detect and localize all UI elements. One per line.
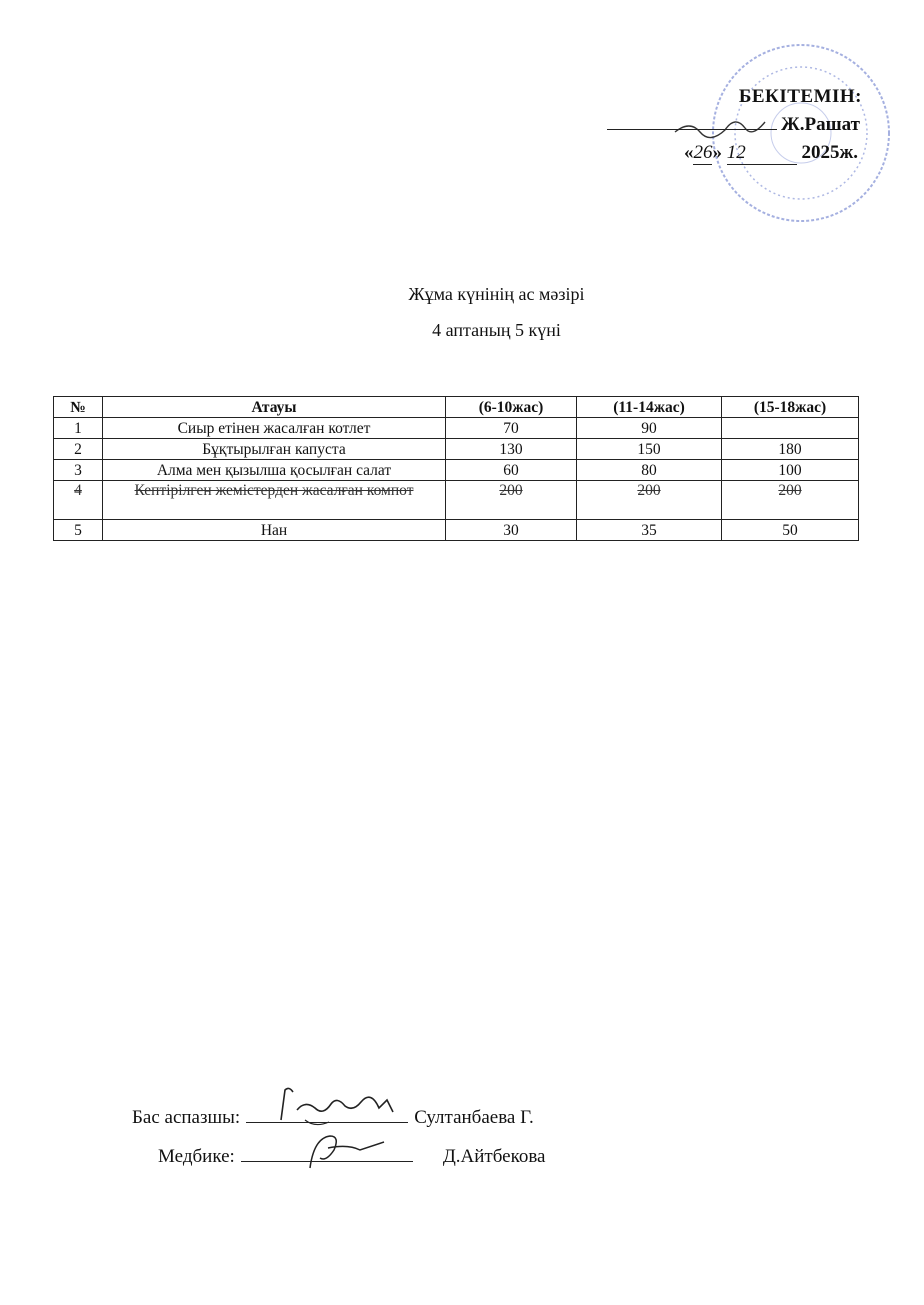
row-number: 4 (54, 481, 103, 520)
row-name: Сиыр етінен жасалған котлет (103, 418, 446, 439)
approval-date (684, 142, 858, 165)
row-value-11-14: 90 (577, 418, 722, 439)
row-number: 1 (54, 418, 103, 439)
approval-signature-line (607, 129, 777, 130)
header-age-11-14: (11-14жас) (577, 397, 722, 418)
table-row (54, 520, 859, 541)
row-value-6-10: 200 (446, 481, 577, 520)
row-number: 3 (54, 460, 103, 481)
menu-table (53, 396, 859, 541)
row-value-15-18: 180 (722, 439, 859, 460)
row-name: Бұқтырылған капуста (103, 439, 446, 460)
nurse-signature-icon (300, 1128, 390, 1173)
nurse-label: Медбике: (158, 1146, 235, 1167)
row-value-6-10: 30 (446, 520, 577, 541)
date-month: 12 (727, 142, 797, 165)
date-open-quote: « (683, 142, 694, 163)
row-value-11-14: 80 (577, 460, 722, 481)
nurse-name: Д.Айтбекова (442, 1146, 546, 1167)
row-value-6-10: 70 (446, 418, 577, 439)
table-row (54, 418, 859, 439)
approval-heading: БЕКІТЕМІН: (738, 86, 862, 107)
approval-block (600, 80, 870, 180)
date-close-quote: » (712, 142, 722, 163)
date-day: 26 (693, 142, 713, 163)
row-name: Алма мен қызылша қосылған салат (103, 460, 446, 481)
chef-label: Бас аспазшы: (132, 1107, 241, 1128)
table-row (54, 439, 859, 460)
approval-name: Ж.Рашат (780, 114, 860, 135)
row-value-11-14: 200 (577, 481, 722, 520)
row-value-11-14: 150 (577, 439, 722, 460)
chef-signature-icon (275, 1082, 405, 1132)
header-number: № (54, 397, 103, 418)
date-year: 2025ж. (801, 142, 858, 163)
page-subtitle: 4 аптаның 5 күні (432, 320, 561, 340)
page-title: Жұма күнінің ас мәзірі (408, 284, 585, 304)
row-value-6-10: 60 (446, 460, 577, 481)
header-age-6-10: (6-10жас) (446, 397, 577, 418)
row-name: Кептірілген жемістерден жасалған компот (103, 481, 446, 520)
row-number: 2 (54, 439, 103, 460)
row-value-15-18: 50 (722, 520, 859, 541)
row-value-15-18: 100 (722, 460, 859, 481)
row-value-11-14: 35 (577, 520, 722, 541)
row-number: 5 (54, 520, 103, 541)
row-value-15-18: 200 (722, 481, 859, 520)
row-value-15-18 (722, 418, 859, 439)
header-name: Атауы (103, 397, 446, 418)
table-row (54, 481, 859, 520)
header-age-15-18: (15-18жас) (722, 397, 859, 418)
table-header-row (54, 397, 859, 418)
row-value-6-10: 130 (446, 439, 577, 460)
table-row (54, 460, 859, 481)
chef-name: Султанбаева Г. (414, 1107, 534, 1128)
approval-name-line (607, 114, 860, 136)
row-name: Нан (103, 520, 446, 541)
